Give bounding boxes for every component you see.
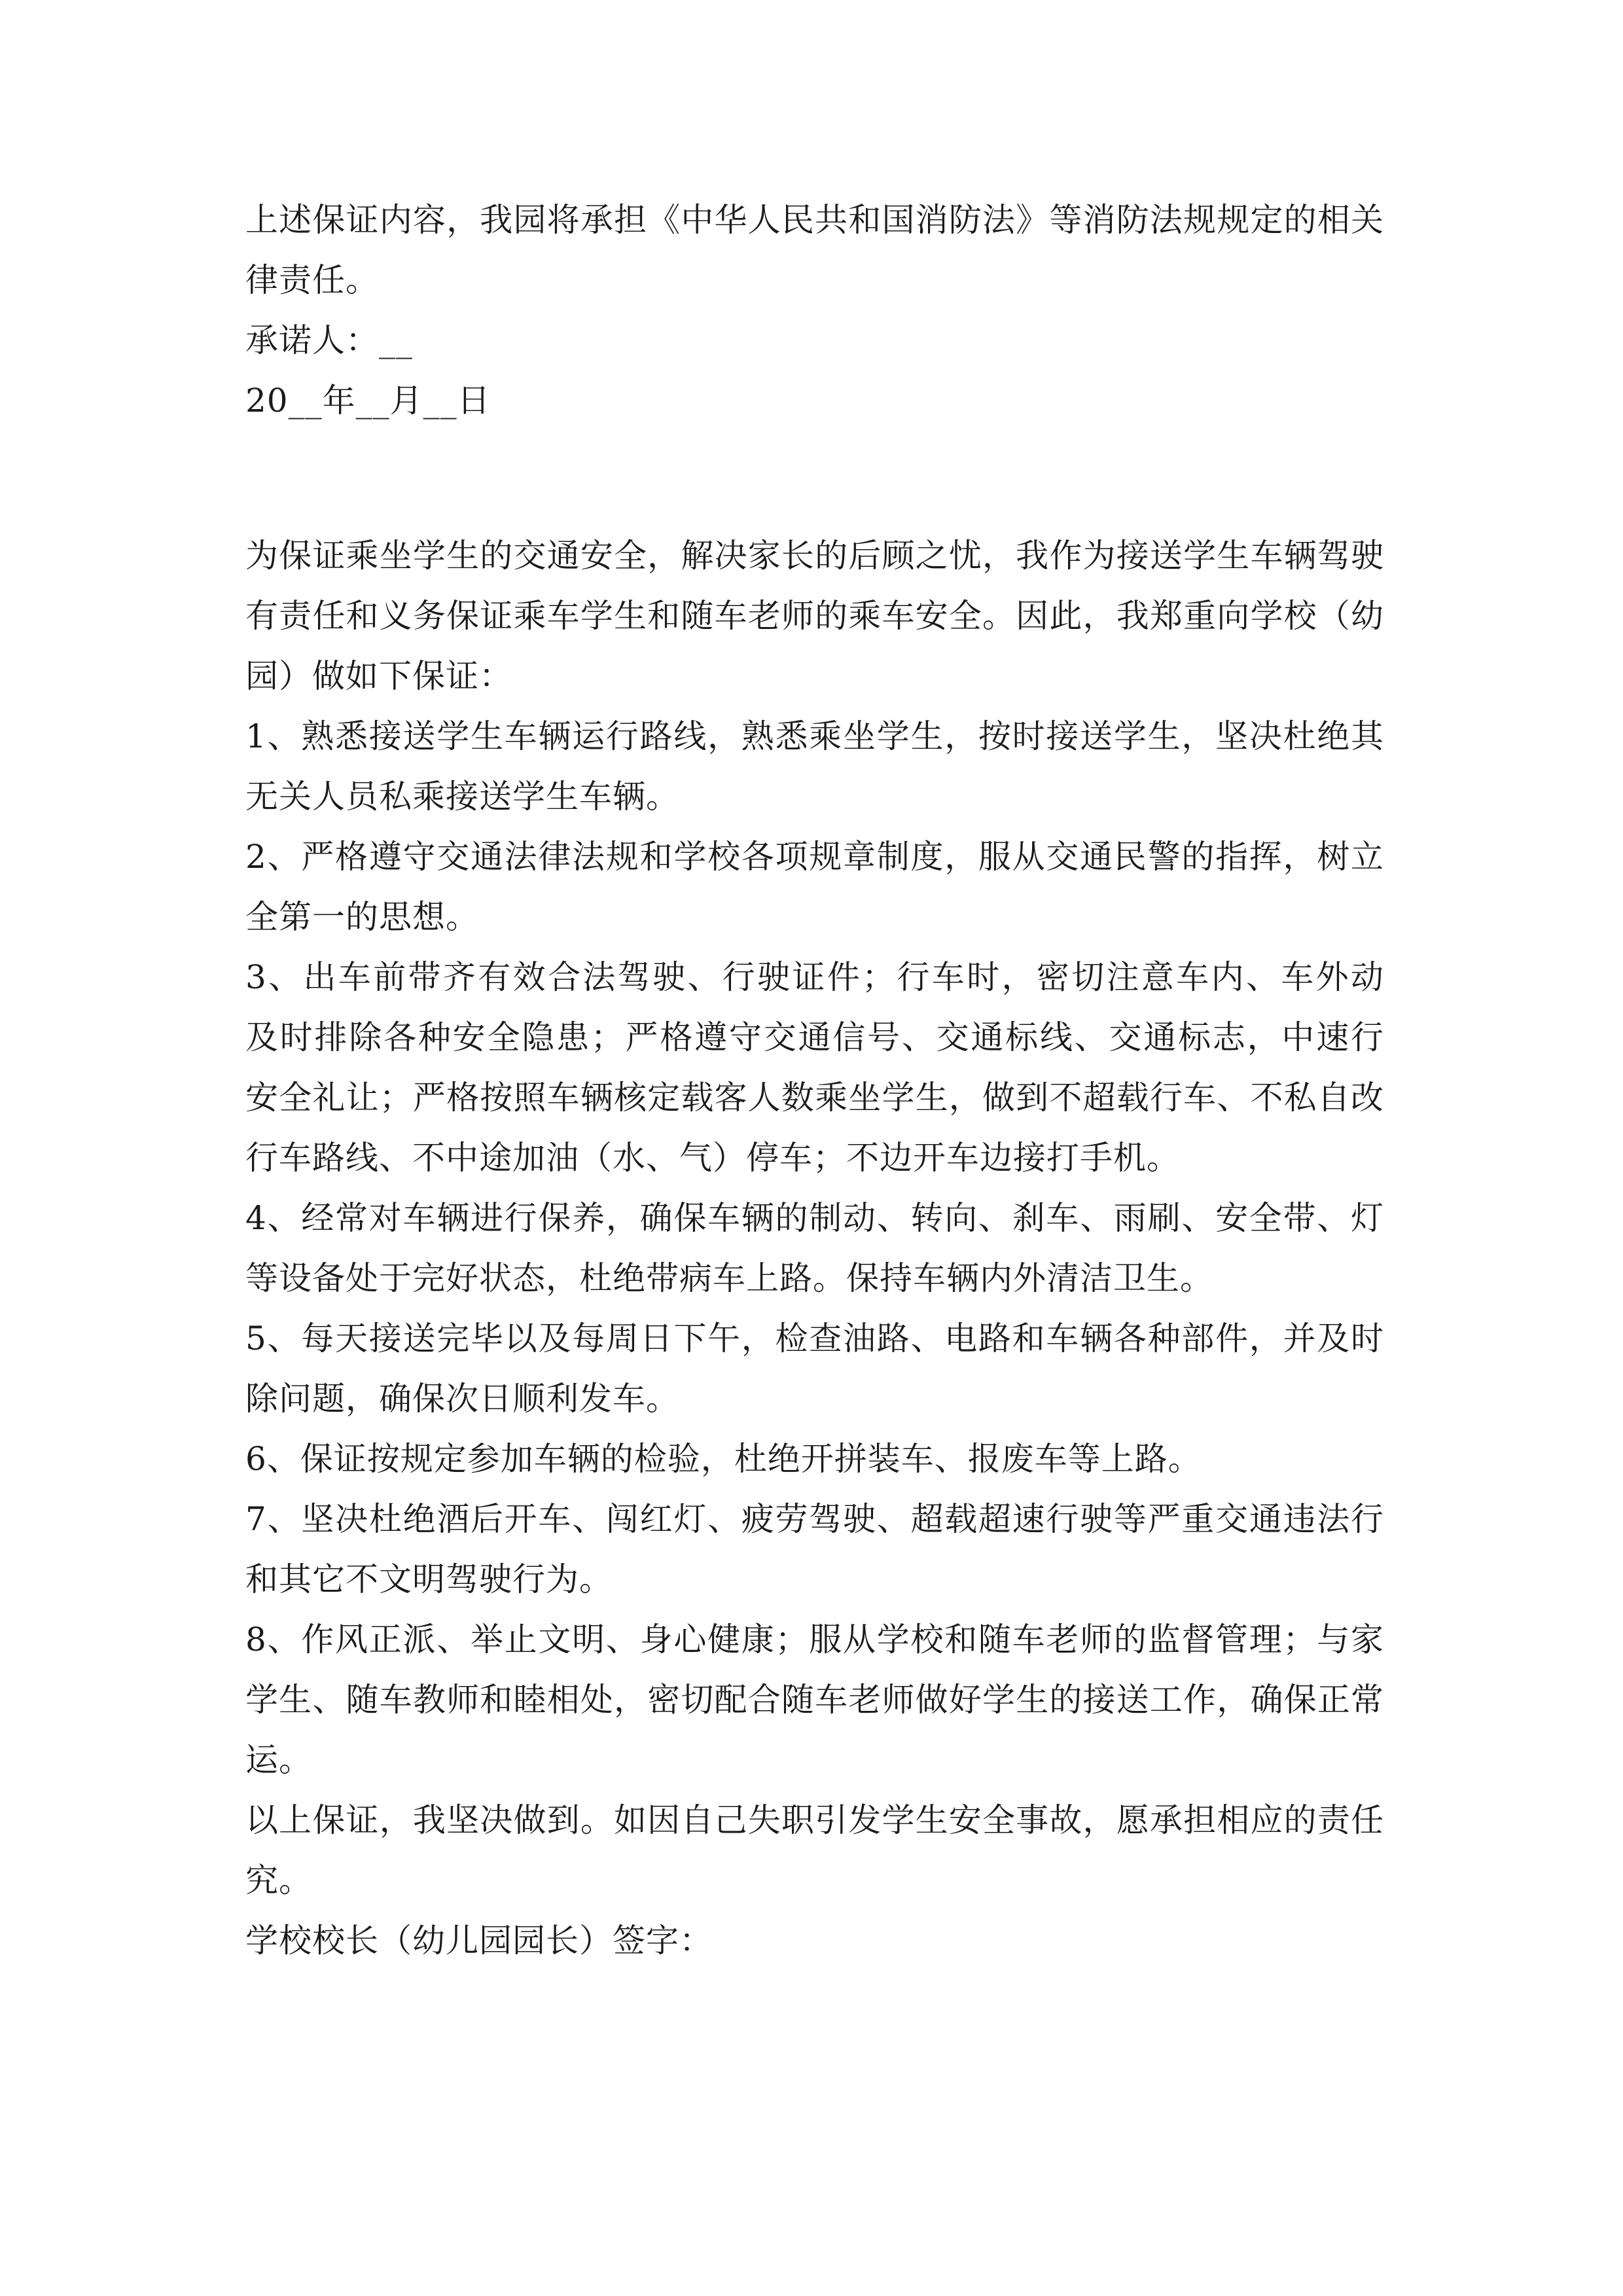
principal-signature-line: 学校校长（幼儿园园长）签字： [245,1922,713,1960]
section-fire-safety-pledge [245,190,1384,431]
paragraph-line: 究。 [245,1861,312,1899]
list-item-line: 6、保证按规定参加车辆的检验，杜绝开拼装车、报废车等上路。 [245,1440,1202,1478]
paragraph-line: 上述保证内容，我园将承担《中华人民共和国消防法》等消防法规规定的相关 [245,201,1384,239]
list-item-line: 行车路线、不中途加油（水、气）停车；不边开车边接打手机。 [245,1139,1180,1177]
signatory-line: 承诺人：__ [245,321,413,359]
paragraph-line: 园）做如下保证： [245,657,512,695]
list-item-line: 5、每天接送完毕以及每周日下午，检查油路、电路和车辆各种部件，并及时 [245,1319,1384,1357]
list-item-line: 2、严格遵守交通法律法规和学校各项规章制度，服从交通民警的指挥，树立 [245,838,1384,876]
list-item-line: 除问题，确保次日顺利发车。 [245,1380,679,1418]
list-item-line: 1、熟悉接送学生车辆运行路线，熟悉乘坐学生，按时接送学生，坚决杜绝其 [245,717,1384,755]
list-item-line: 安全礼让；严格按照车辆核定载客人数乘坐学生，做到不超载行车、不私自改 [245,1079,1384,1117]
list-item-line: 8、作风正派、举止文明、身心健康；服从学校和随车老师的监督管理；与家 [245,1621,1384,1659]
list-item-line: 全第一的思想。 [245,898,479,936]
section-gap [245,431,1384,526]
list-item-line: 无关人员私乘接送学生车辆。 [245,778,679,816]
list-item-line: 7、坚决杜绝酒后开车、闯红灯、疲劳驾驶、超载超速行驶等严重交通违法行 [245,1500,1384,1538]
paragraph-line: 律责任。 [245,261,379,299]
list-item-line: 等设备处于完好状态，杜绝带病车上路。保持车辆内外清洁卫生。 [245,1259,1213,1297]
list-item-line: 运。 [245,1741,312,1779]
paragraph-line: 有责任和义务保证乘车学生和随车老师的乘车安全。因此，我郑重向学校（幼 [245,597,1384,635]
document-page [245,190,1384,1971]
date-line: 20__年__月__日 [245,382,491,420]
paragraph-line: 为保证乘坐学生的交通安全，解决家长的后顾之忧，我作为接送学生车辆驾驶 [245,537,1384,575]
list-item-line: 4、经常对车辆进行保养，确保车辆的制动、转向、刹车、雨刷、安全带、灯 [245,1199,1384,1237]
list-item-line: 3、出车前带齐有效合法驾驶、行驶证件；行车时，密切注意车内、车外动 [245,958,1384,996]
section-driver-pledge [245,526,1384,1971]
list-item-line: 学生、随车教师和睦相处，密切配合随车老师做好学生的接送工作，确保正常 [245,1681,1384,1719]
paragraph-line: 以上保证，我坚决做到。如因自己失职引发学生安全事故，愿承担相应的责任 [245,1801,1384,1839]
list-item-line: 及时排除各种安全隐患；严格遵守交通信号、交通标线、交通标志，中速行 [245,1018,1384,1056]
list-item-line: 和其它不文明驾驶行为。 [245,1560,613,1598]
